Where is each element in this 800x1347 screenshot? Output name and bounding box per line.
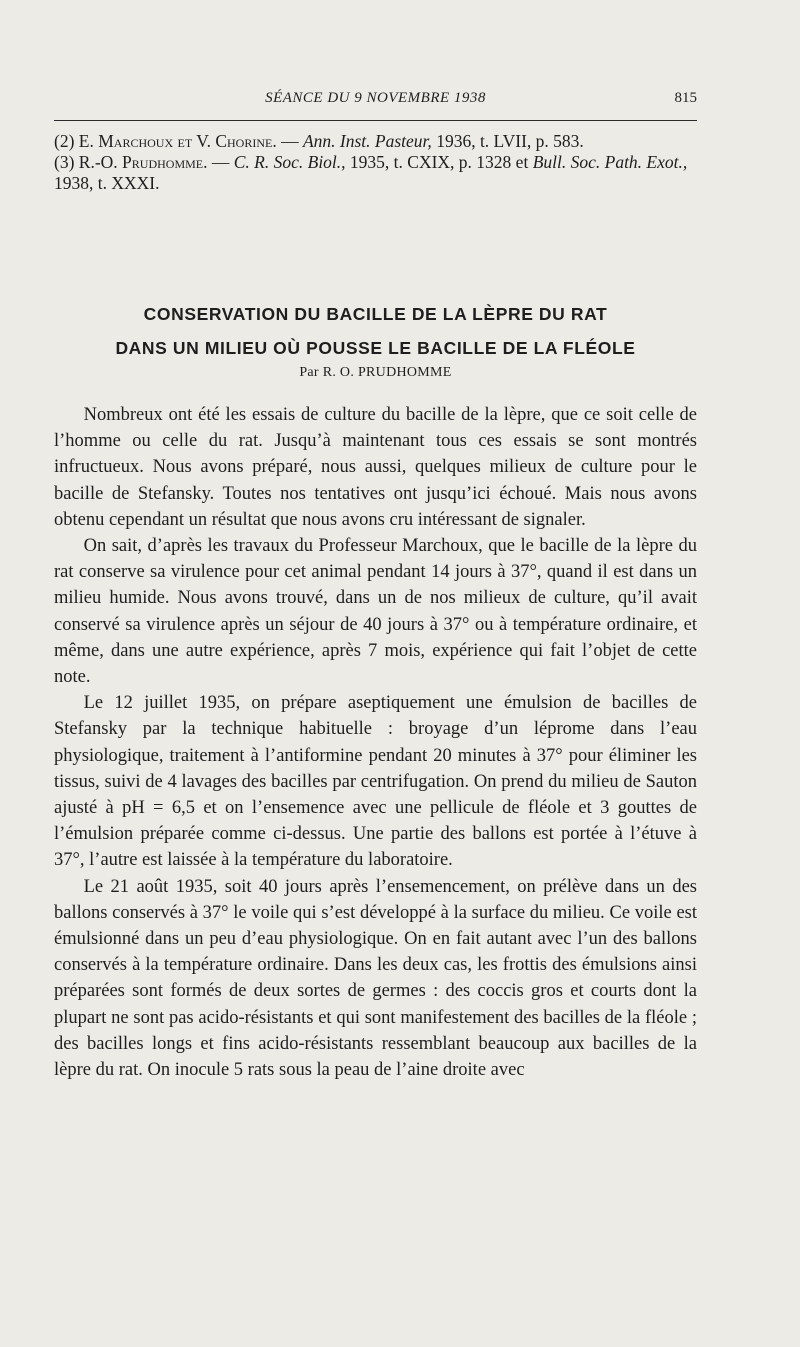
reference-dash: — (211, 152, 230, 172)
paragraph: Nombreux ont été les essais de culture du bacille de la lèpre, que ce soit celle de l’homme ou celle du rat. Jusqu’à maintenant tous ces essais se sont montrés infructueux. Nous avons préparé, nous aussi, quelques milieux de culture pour le bacille de Stefansky. Toutes nos tentatives ont jusqu’ici échoué. Mais nous avons obtenu cependant un résultat que nous avons cru intéressant de signaler. (54, 405, 697, 530)
reference-journal: C. R. Soc. Biol., (233, 152, 346, 172)
reference-journal-2: Bull. Soc. Path. Exot., (532, 152, 688, 172)
reference-journal: Ann. Inst. Pasteur, (302, 131, 432, 151)
paragraph: Le 21 août 1935, soit 40 jours après l’ensemencement, on prélève dans un des ballons conservés à 37° le voile qui s’est développé à la surface du milieu. Ce voile est émulsionné dans un peu d’eau physiologique. On en fait autant avec l’un des ballons conservés à la température ordinaire. Dans les deux cas, les frottis des émulsions ainsi préparées sont formés de deux sortes de germes : des coccis gros et courts dont la plupart ne sont pas acido-résistants et qui sont manifestement des bacilles de la fléole ; des bacilles longs et fins acido-résistants ressemblant beaucoup aux bacilles de la lèpre du rat. On inocule 5 rats sous la peau de l’aine droite avec (54, 876, 697, 1081)
article-body (54, 402, 697, 1083)
header-rule (54, 120, 697, 121)
reference-details: 1936, t. LVII, p. 583. (436, 131, 584, 151)
article-title-line-2: DANS UN MILIEU OÙ POUSSE LE BACILLE DE LA FLÉOLE (115, 338, 636, 358)
page-number: 815 (674, 90, 697, 106)
reference-details: 1935, t. CXIX, p. 1328 et (349, 152, 529, 172)
reference-2 (54, 131, 697, 152)
footnote-references (54, 131, 697, 194)
reference-dash: — (281, 131, 299, 151)
article-title (54, 297, 697, 365)
running-title: SÉANCE DU 9 NOVEMBRE 1938 (265, 90, 486, 106)
reference-number: (2) (54, 131, 75, 151)
reference-number: (3) (54, 152, 75, 172)
reference-3 (54, 152, 697, 194)
paragraph: On sait, d’après les travaux du Professeur Marchoux, que le bacille de la lèpre du rat conserve sa virulence pour cet animal pendant 14 jours à 37°, quand il est dans un milieu humide. Nous avons trouvé, dans un de nos milieux de culture, qu’il avait conservé sa virulence après un séjour de 40 jours à 37° ou à température ordinaire, et même, dans une autre expérience, après 7 mois, expérience qui fait l’objet de cette note. (54, 536, 697, 688)
paragraph: Le 12 juillet 1935, on prépare aseptiquement une émulsion de bacilles de Stefansky par la technique habituelle : broyage d’un lépromе dans l’eau physiologique, traitement à l’antiformine pendant 20 minutes à 37° pour éliminer les tissus, suivi de 4 lavages des bacilles par centrifugation. On prend du milieu de Sauton ajusté à pH = 6,5 et on l’ensemence avec une pellicule de fléole et 3 gouttes de l’émulsion préparée comme ci-dessus. Une partie des ballons est portée à l’étuve à 37°, l’autre est laissée à la température du laboratoire. (54, 693, 697, 871)
article-byline: Par R. O. PRUDHOMME (299, 365, 452, 380)
reference-authors: R.-O. Prudhomme. (78, 152, 208, 172)
reference-details-2: 1938, t. XXXI. (54, 173, 160, 193)
article-title-line-1: CONSERVATION DU BACILLE DE LA LÈPRE DU RAT (143, 304, 608, 324)
reference-authors: E. Marchoux et V. Chorine. (78, 131, 277, 151)
running-head (54, 90, 697, 114)
